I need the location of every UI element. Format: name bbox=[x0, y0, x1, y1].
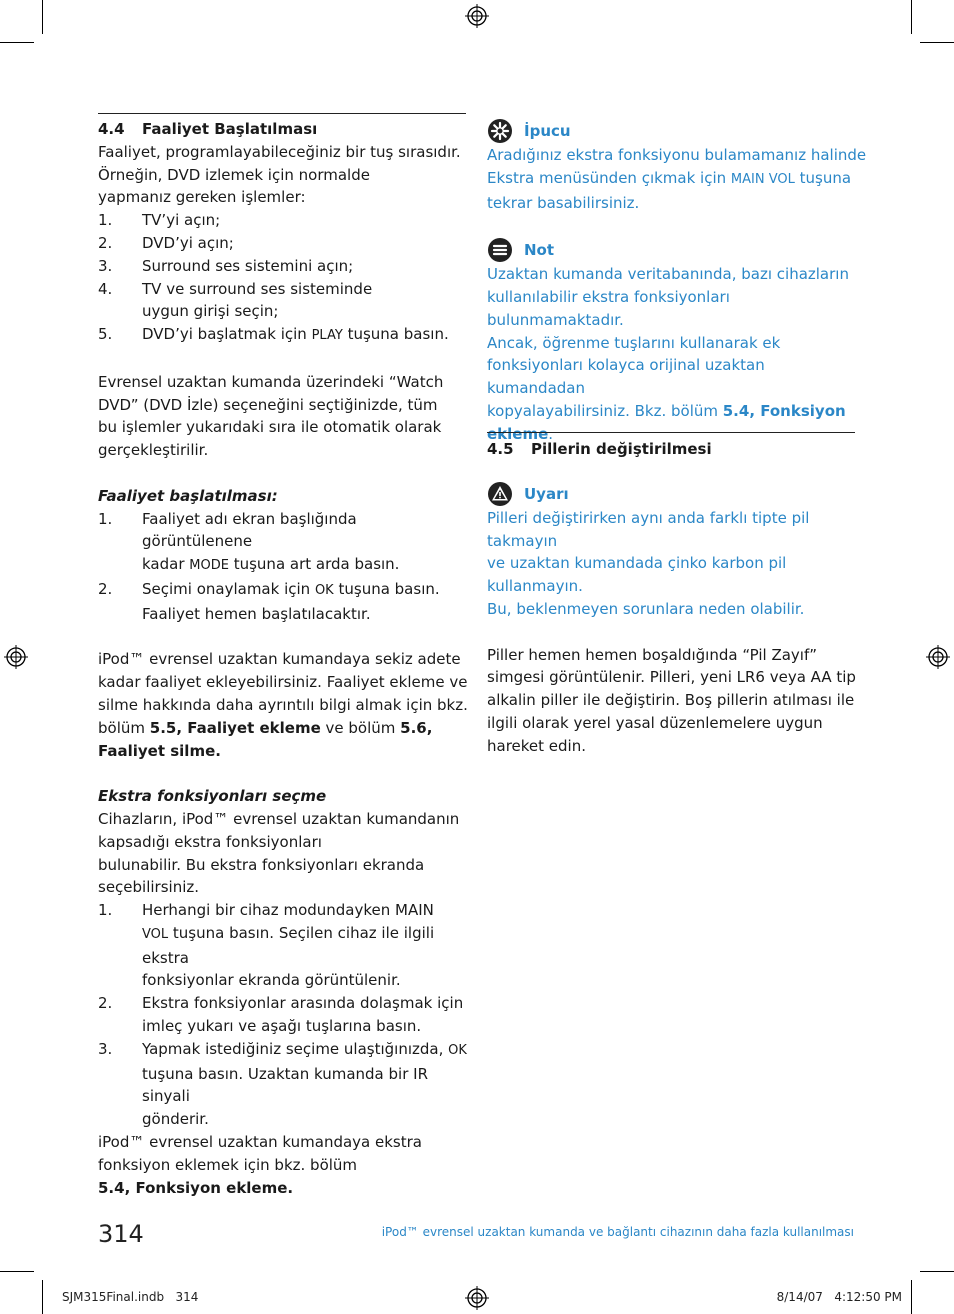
crop-mark bbox=[0, 1271, 34, 1272]
registration-mark-icon bbox=[465, 4, 489, 28]
list-item: 3. Surround ses sistemini açın; bbox=[98, 256, 354, 275]
subheading: Ekstra fonksiyonları seçme bbox=[98, 787, 327, 806]
warning-icon bbox=[487, 481, 513, 507]
paragraph-line: seçebilirsiniz. bbox=[98, 878, 200, 897]
steps-list bbox=[98, 209, 470, 348]
page-number: 314 bbox=[98, 1220, 144, 1248]
paragraph-line: kapsadığı ekstra fonksiyonları bbox=[98, 832, 322, 851]
paragraph-line: ilgili olarak yerel yasal düzenlemelere uygun bbox=[487, 713, 823, 732]
paragraph-line: DVD” (DVD İzle) seçeneğini seçtiğinizde, tüm bbox=[98, 395, 438, 414]
cross-reference: 5.4, Fonksiyon bbox=[722, 401, 846, 420]
paragraph-line: kadar faaliyet ekleyebilirsiniz. Faaliyet ekleme ve bbox=[98, 673, 468, 692]
crop-mark bbox=[0, 42, 34, 43]
paragraph-line: Piller hemen hemen boşaldığında “Pil Zayıf” bbox=[487, 645, 818, 664]
list-item: 5. DVD’yi başlatmak için PLAY tuşuna basın. bbox=[98, 325, 449, 344]
list-item: 1. Faaliyet adı ekran başlığında görüntülenene kadar MODE tuşuna art arda basın. bbox=[98, 509, 400, 574]
warning-heading: Uyarı bbox=[487, 481, 867, 507]
paragraph-line: bölüm 5.5, Faaliyet ekleme ve bölüm 5.6, bbox=[98, 718, 433, 737]
note-line: fonksiyonları kolayca orijinal uzaktan kumandadan bbox=[487, 356, 765, 398]
paragraph-line: silme hakkında daha ayrıntılı bilgi almak için bkz. bbox=[98, 695, 468, 714]
paragraph-line: Cihazların, iPod™ evrensel uzaktan kumandanın bbox=[98, 809, 460, 828]
paragraph-line: gerçekleştirilir. bbox=[98, 441, 209, 460]
note-icon bbox=[487, 237, 513, 263]
note-line: kopyalayabilirsiniz. Bkz. bölüm 5.4, Fonksiyon bbox=[487, 401, 846, 420]
intro-line: Faaliyet, programlayabileceğiniz bir tuş sırasıdır. bbox=[98, 142, 461, 161]
registration-mark-icon bbox=[4, 645, 28, 669]
list-item: 3. Yapmak istediğiniz seçime ulaştığınızda, OK tuşuna basın. Uzaktan kumanda bir IR sinyali gönderir. bbox=[98, 1039, 467, 1129]
right-column-lower bbox=[487, 438, 867, 758]
paragraph-line: fonksiyon eklemek için bkz. bölüm bbox=[98, 1155, 358, 1174]
print-date: 8/14/07 4:12:50 PM bbox=[776, 1290, 902, 1304]
warning-line: Pilleri değiştirirken aynı anda farklı tipte pil takmayın bbox=[487, 508, 810, 550]
crop-mark bbox=[42, 1280, 43, 1314]
note-heading: Not bbox=[487, 237, 867, 263]
section-title-4-5: 4.5 Pillerin değiştirilmesi bbox=[487, 440, 712, 458]
warning-line: ve uzaktan kumandada çinko karbon pil kullanmayın. bbox=[487, 554, 787, 596]
crop-mark bbox=[920, 42, 954, 43]
list-item: 1. TV’yi açın; bbox=[98, 211, 221, 230]
cross-reference: ekleme bbox=[487, 424, 549, 443]
steps-list bbox=[98, 508, 470, 626]
paragraph-line: Evrensel uzaktan kumanda üzerindeki “Watch bbox=[98, 372, 444, 391]
tip-icon bbox=[487, 118, 513, 144]
intro-line: Örneğin, DVD izlemek için normalde bbox=[98, 165, 370, 184]
paragraph-line: iPod™ evrensel uzaktan kumandaya sekiz adete bbox=[98, 650, 461, 669]
paragraph-line: bu işlemler yukarıdaki sıra ile otomatik olarak bbox=[98, 418, 442, 437]
registration-mark-icon bbox=[465, 1286, 489, 1310]
list-item: 2. DVD’yi açın; bbox=[98, 233, 234, 252]
tip-line: Ekstra menüsünden çıkmak için MAIN VOL tuşuna bbox=[487, 168, 852, 187]
running-title: iPod™ evrensel uzaktan kumanda ve bağlantı cihazının daha fazla kullanılması bbox=[381, 1225, 854, 1239]
cross-reference: 5.6, bbox=[400, 718, 433, 737]
note-line: Ancak, öğrenme tuşlarını kullanarak ek bbox=[487, 333, 781, 352]
section-rule bbox=[98, 113, 466, 114]
note-line: Uzaktan kumanda veritabanında, bazı cihazların bbox=[487, 265, 849, 284]
subheading: Faaliyet başlatılması: bbox=[98, 486, 278, 505]
tip-line: tekrar basabilirsiniz. bbox=[487, 193, 640, 212]
crop-mark bbox=[911, 0, 912, 34]
list-item: 1. Herhangi bir cihaz modundayken MAIN VOL tuşuna basın. Seçilen cihaz ile ilgili ekstra fonksiyonlar ekranda görüntülenir. bbox=[98, 901, 435, 990]
list-item: 4. TV ve surround ses sisteminde uygun girişi seçin; bbox=[98, 279, 373, 321]
paragraph-line: bulunabilir. Bu ekstra fonksiyonları ekranda bbox=[98, 855, 425, 874]
file-info: SJM315Final.indb 314 bbox=[62, 1290, 199, 1304]
paragraph-line: alkalin piller ile değiştirin. Boş pillerin atılması ile bbox=[487, 691, 855, 710]
crop-mark bbox=[911, 1280, 912, 1314]
section-title-4-4: 4.4 Faaliyet Başlatılması bbox=[98, 120, 318, 138]
paragraph-line: simgesi görüntülenir. Pilleri, yeni LR6 veya AA tip bbox=[487, 668, 856, 687]
intro-line: yapmanız gereken işlemler: bbox=[98, 188, 306, 207]
section-rule bbox=[487, 432, 855, 433]
list-item: 2. Ekstra fonksiyonlar arasında dolaşmak için imleç yukarı ve aşağı tuşlarına basın. bbox=[98, 994, 464, 1036]
crop-mark bbox=[920, 1271, 954, 1272]
list-item: 2. Seçimi onaylamak için OK tuşuna basın. Faaliyet hemen başlatılacaktır. bbox=[98, 579, 440, 623]
cross-reference: 5.4, Fonksiyon ekleme. bbox=[98, 1178, 294, 1197]
cross-reference: Faaliyet silme. bbox=[98, 741, 221, 760]
steps-list bbox=[98, 899, 470, 1131]
crop-mark bbox=[42, 0, 43, 34]
note-line: ekleme. bbox=[487, 424, 554, 443]
paragraph-line: hareket edin. bbox=[487, 736, 586, 755]
right-column bbox=[487, 118, 867, 446]
paragraph-line: iPod™ evrensel uzaktan kumandaya ekstra bbox=[98, 1133, 422, 1152]
left-column bbox=[98, 118, 470, 1199]
cross-reference: 5.5, Faaliyet ekleme bbox=[149, 718, 321, 737]
tip-line: Aradığınız ekstra fonksiyonu bulamamanız halinde bbox=[487, 146, 867, 164]
tip-heading: İpucu bbox=[487, 118, 867, 144]
registration-mark-icon bbox=[926, 645, 950, 669]
warning-line: Bu, beklenmeyen sorunlara neden olabilir. bbox=[487, 599, 805, 618]
note-line: kullanılabilir ekstra fonksiyonları bulunmamaktadır. bbox=[487, 287, 730, 329]
